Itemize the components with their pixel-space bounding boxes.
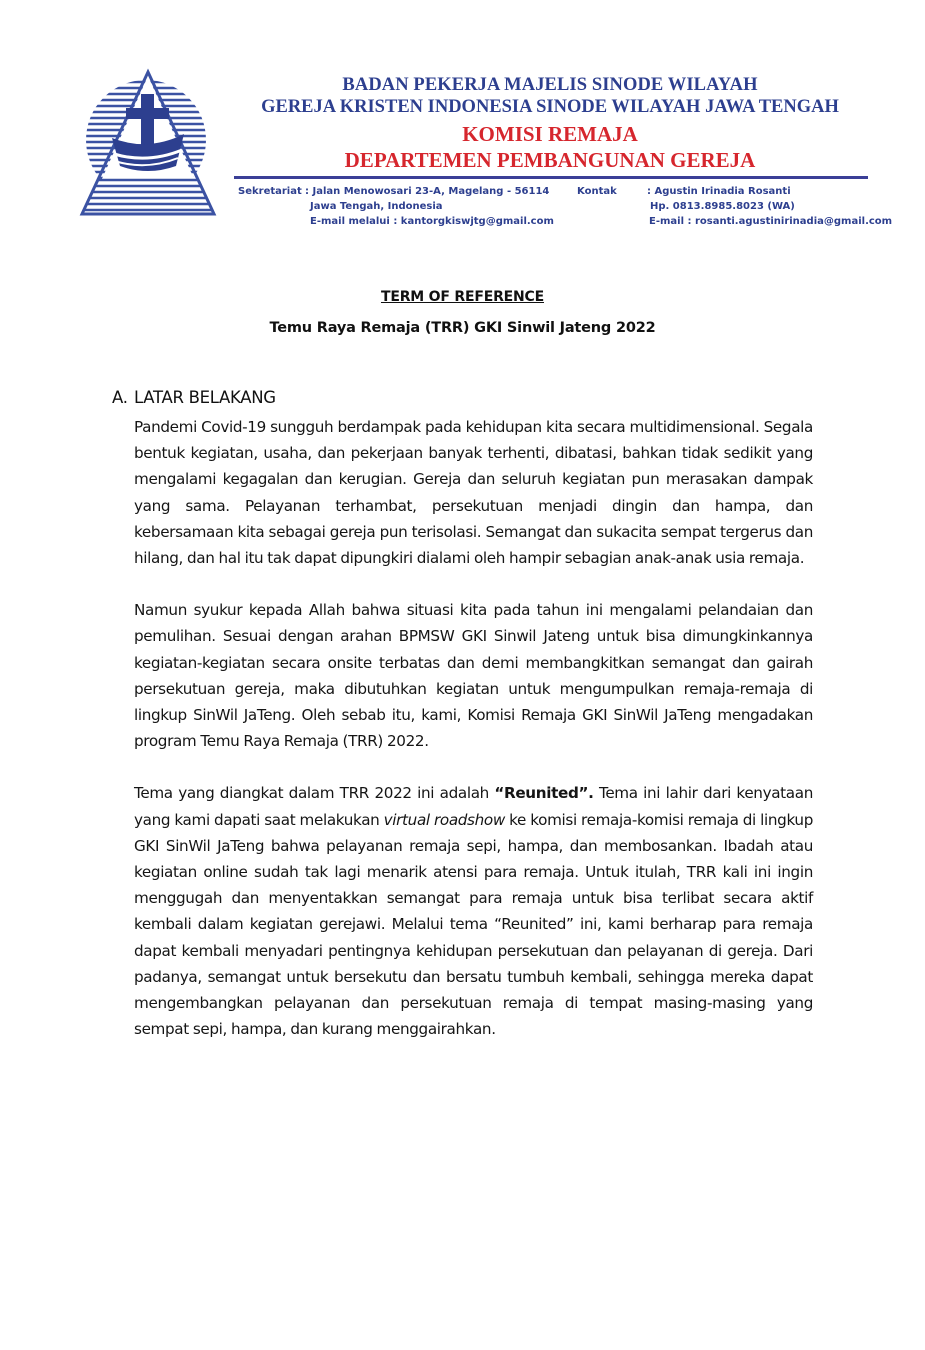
paragraph-2: Namun syukur kepada Allah bahwa situasi kita pada tahun ini mengalami pelandaian dan pemulihan. Sesuai dengan arahan BPMSW GKI Sinwil Jateng untuk bisa dimungkinkannya kegiatan-kegiatan secara onsite terbatas dan demi membangkitkan semangat dan gairah persekutuan gereja, maka dibutuhkan kegiatan untuk mengumpulkan remaja-remaja di lingkup SinWil JaTeng. Oleh sebab itu, kami, Komisi Remaja GKI SinWil JaTeng mengadakan program Temu Raya Remaja (TRR) 2022. xyxy=(134,601,813,751)
church-cross-ship-logo-icon xyxy=(78,68,218,216)
kontak-line: : Agustin Irinadia Rosanti xyxy=(647,186,791,197)
document-subtitle: Temu Raya Remaja (TRR) GKI Sinwil Jateng 2022 xyxy=(269,320,656,336)
organization-name xyxy=(230,74,870,174)
document-title: TERM OF REFERENCE xyxy=(380,289,544,305)
sekretariat-details xyxy=(305,184,554,229)
org-line-3: KOMISI REMAJA xyxy=(462,122,638,146)
section-title: LATAR BELAKANG xyxy=(134,388,276,407)
letterhead-divider xyxy=(234,176,868,179)
theme-name: “Reunited”. xyxy=(494,784,594,803)
sekretariat-label: Sekretariat xyxy=(238,186,302,197)
org-line-2: GEREJA KRISTEN INDONESIA SINODE WILAYAH JAWA TENGAH xyxy=(261,97,839,117)
sekretariat-line: Jawa Tengah, Indonesia xyxy=(310,201,443,212)
kontak-line: E-mail : rosanti.agustinirinadia@gmail.com xyxy=(649,216,893,227)
paragraph-1: Pandemi Covid-19 sungguh berdampak pada kehidupan kita secara multidimensional. Segala bentuk kegiatan, usaha, dan pekerjaan banyak terhenti, dibatasi, bahkan tidak sedikit yang mengalami kegagalan dan kerugian. Gereja dan seluruh kegiatan pun merasakan dampak yang sama. Pelayanan terhambat, persekutuan menjadi dingin dan hampa, dan kebersamaan kita sebagai gereja pun terisolasi. Semangat dan sukacita sempat tergerus dan hilang, dan hal itu tak dapat dipungkiri dialami oleh hampir sebagian anak-anak usia remaja. xyxy=(134,418,813,568)
sekretariat-line: : Jalan Menowosari 23-A, Magelang - 56114 xyxy=(305,186,550,197)
kontak-label: Kontak xyxy=(577,186,617,197)
paragraph-3-text: ke komisi remaja-komisi remaja di lingkup GKI SinWil JaTeng bahwa pelayanan remaja sepi, hampa, dan membosankan. Ibadah atau kegiatan online sudah tak lagi menarik atensi para remaja. Untuk itulah, TRR kali ini ingin menggugah dan menyentakkan semangat para remaja untuk bisa terlibat secara aktif kembali dalam kegiatan gerejawi. Melalui tema “Reunited” ini, kami berharap para remaja dapat kembali menyadari pentingnya kehidupan persekutuan dan pelayanan di gereja. Dari padanya, semangat untuk bersekutu dan bersatu tumbuh kembali, sehingga mereka dapat mengembangkan pelayanan dan persekutuan remaja di tempat masing-masing yang sempat sepi, hampa, dan kurang menggairahkan. xyxy=(134,810,813,1039)
section-heading xyxy=(112,388,812,407)
org-line-1: BADAN PEKERJA MAJELIS SINODE WILAYAH xyxy=(342,75,758,95)
section-body xyxy=(134,414,813,1068)
letterhead xyxy=(0,0,925,240)
document-title-block xyxy=(0,288,925,338)
org-line-4: DEPARTEMEN PEMBANGUNAN GEREJA xyxy=(344,148,756,172)
paragraph-3-text: Tema yang diangkat dalam TRR 2022 ini adalah xyxy=(134,784,495,803)
kontak-details xyxy=(647,184,892,229)
paragraph-3 xyxy=(134,780,813,1042)
paragraph-3-text: Tema ini lahir dari kenyataan yang kami dapati saat melakukan xyxy=(134,784,813,829)
section-number: A. xyxy=(112,388,128,407)
kontak-line: Hp. 0813.8985.8023 (WA) xyxy=(650,201,795,212)
sekretariat-line: E-mail melalui : kantorgkiswjtg@gmail.com xyxy=(310,216,554,227)
virtual-roadshow-term: virtual roadshow xyxy=(383,810,505,829)
